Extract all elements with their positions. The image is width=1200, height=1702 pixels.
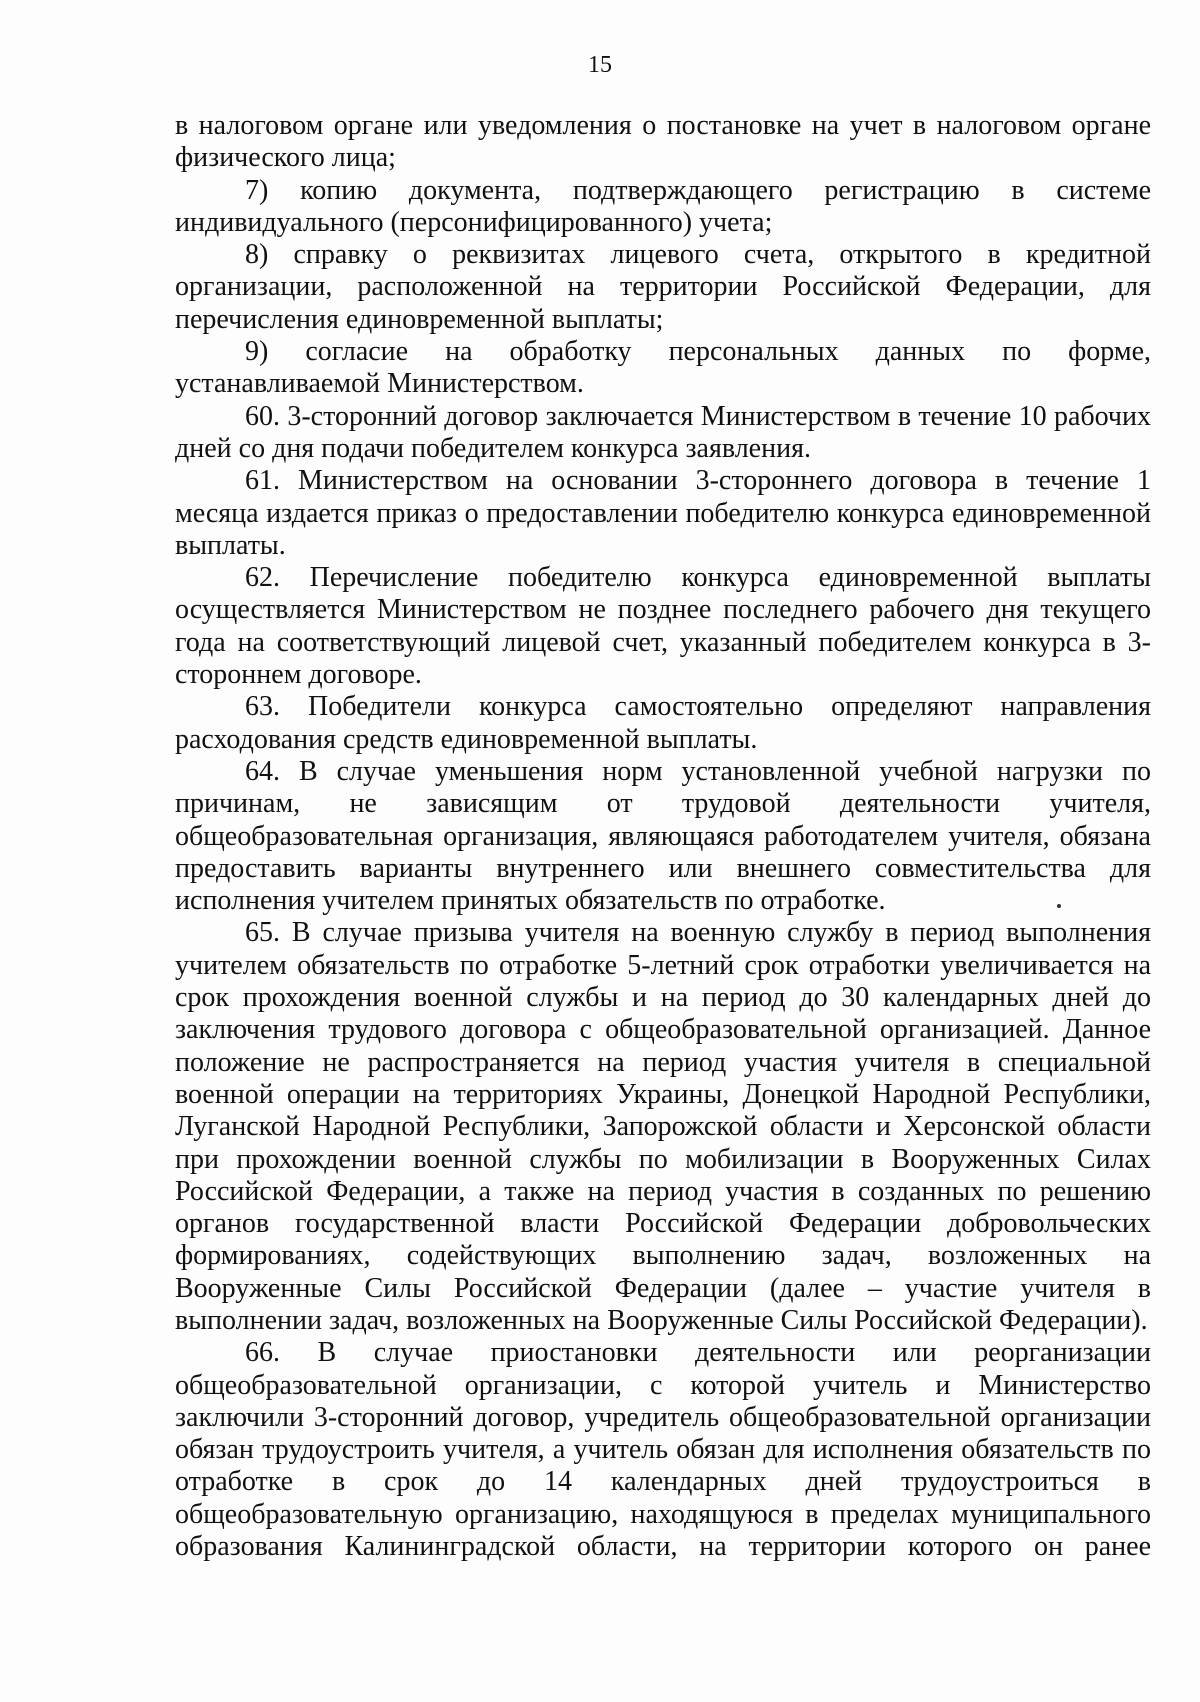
list-item-8: 8) справку о реквизитах лицевого счета, открытого в кредитной организации, расположенной на территории Российской Федерации, для перечисления единовременной выплаты; [175, 239, 1151, 335]
clause-62: 62. Перечисление победителю конкурса единовременной выплаты осуществляется Министерством не позднее последнего рабочего дня текущего года на соответствующий лицевой счет, указанный победителем конкурса в 3-стороннем договоре. [175, 562, 1151, 691]
clause-61: 61. Министерством на основании 3-стороннего договора в течение 1 месяца издается приказ о предоставлении победителю конкурса единовременной выплаты. [175, 465, 1151, 561]
clause-64: 64. В случае уменьшения норм установленной учебной нагрузки по причинам, не зависящим от трудовой деятельности учителя, общеобразовательная организация, являющаяся работодателем учителя, обязана предоставить варианты внутреннего или внешнего совместительства для исполнения учителем принятых обязательств по отработке. [175, 755, 1151, 917]
clause-66: 66. В случае приостановки деятельности или реорганизации общеобразовательной организации, с которой учитель и Министерство заключили 3-сторонний договор, учредитель общеобразовательной организации обязан трудоустроить учителя, а учитель обязан для исполнения обязательств по отработке в срок до 14 календарных дней трудоустроиться в общеобразовательную организацию, находящуюся в пределах муниципального образования Калининградской области, на территории которого он ранее [175, 1337, 1151, 1563]
page-number: 15 [588, 52, 612, 78]
clause-65: 65. В случае призыва учителя на военную службу в период выполнения учителем обязательств по отработке 5-летний срок отработки увеличивается на срок прохождения военной службы и на период до 30 календарных дней до заключения трудового договора с общеобразовательной организацией. Данное положение не распространяется на период участия учителя в специальной военной операции на территориях Украины, Донецкой Народной Республики, Луганской Народной Республики, Запорожской области и Херсонской области при прохождении военной службы по мобилизации в Вооруженных Силах Российской Федерации, а также на период участия в созданных по решению органов государственной власти Российской Федерации добровольческих формированиях, содействующих выполнению задач, возложенных на Вооруженные Силы Российской Федерации (далее – участие учителя в выполнении задач, возложенных на Вооруженные Силы Российской Федерации). [175, 917, 1151, 1336]
paragraph-continuation: в налоговом органе или уведомления о постановке на учет в налоговом органе физического лица; [175, 110, 1151, 174]
clause-60: 60. 3-сторонний договор заключается Министерством в течение 10 рабочих дней со дня подачи победителем конкурса заявления. [175, 400, 1151, 464]
list-item-9: 9) согласие на обработку персональных данных по форме, устанавливаемой Министерством. [175, 336, 1151, 400]
scan-speck [1057, 904, 1061, 908]
document-body [175, 110, 1151, 1563]
clause-63: 63. Победители конкурса самостоятельно определяют направления расходования средств единовременной выплаты. [175, 691, 1151, 755]
list-item-7: 7) копию документа, подтверждающего регистрацию в системе индивидуального (персонифицированного) учета; [175, 174, 1151, 238]
